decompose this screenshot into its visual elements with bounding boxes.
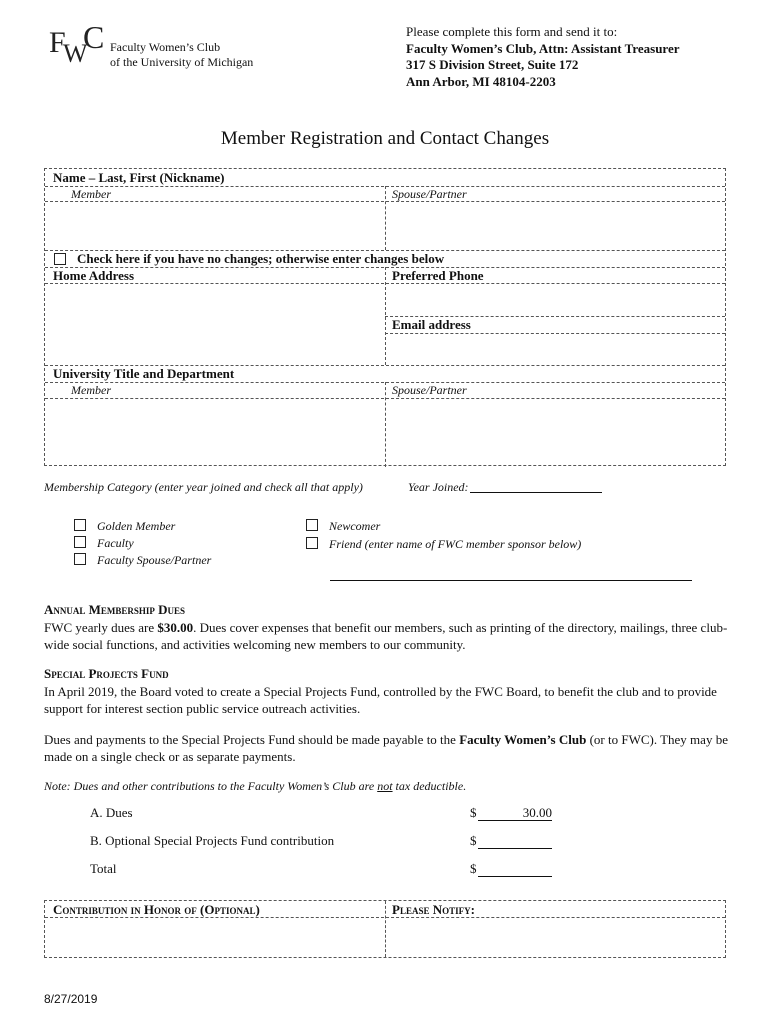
home-address-field[interactable] (49, 285, 383, 363)
dues-currency: $ (470, 805, 477, 820)
spouse-name-field[interactable] (389, 203, 723, 248)
total-amount-field[interactable] (478, 860, 552, 877)
no-changes-label: Check here if you have no changes; otherwise enter changes below (77, 251, 445, 266)
dues-text: FWC yearly dues are $30.00. Dues cover expenses that benefit our members, such as printing of the directory, mailings, three club-wide social functions, and activities welcoming new members to our community. (44, 620, 728, 652)
membership-category-label: Membership Category (enter year joined and check all that apply) (44, 480, 363, 494)
sponsor-name-field[interactable] (330, 566, 692, 581)
spouse-label: Spouse/Partner (392, 187, 467, 201)
payment-text: Dues and payments to the Special Projects Fund should be made payable to the Faculty Women’s Club (or to FWC). They may be made on a single check or as separate payments. (44, 732, 728, 764)
golden-member-label: Golden Member (97, 519, 176, 533)
honor-label: Contribution in Honor of (Optional) (53, 902, 260, 917)
fwc-logo (48, 22, 104, 68)
svg-text:F: F (49, 26, 66, 59)
univ-spouse-field[interactable] (389, 401, 723, 463)
honor-field[interactable] (49, 919, 383, 955)
faculty-label: Faculty (97, 536, 134, 550)
golden-member-checkbox[interactable] (74, 519, 86, 531)
friend-label: Friend (enter name of FWC member sponsor below) (329, 537, 582, 551)
newcomer-checkbox[interactable] (306, 519, 318, 531)
total-currency: $ (470, 861, 477, 876)
dues-amount[interactable]: 30.00 (478, 804, 552, 821)
club-name: Faculty Women’s Club of the University of Michigan (110, 40, 254, 69)
svg-text:W: W (63, 39, 88, 68)
phone-label: Preferred Phone (392, 268, 484, 283)
dues-line-label: A. Dues (90, 805, 133, 820)
year-joined-field[interactable] (470, 478, 602, 493)
email-label: Email address (392, 317, 471, 332)
dues-heading: Annual Membership Dues (44, 602, 186, 617)
honor-notify-table (44, 900, 726, 958)
member-label: Member (71, 187, 111, 201)
special-line-label: B. Optional Special Projects Fund contribution (90, 833, 335, 848)
special-projects-heading: Special Projects Fund (44, 666, 169, 681)
home-address-label: Home Address (53, 268, 135, 283)
special-currency: $ (470, 833, 477, 848)
year-joined-label: Year Joined: (408, 480, 469, 494)
special-amount-field[interactable] (478, 832, 552, 849)
faculty-spouse-label: Faculty Spouse/Partner (97, 553, 212, 567)
total-line-label: Total (90, 861, 117, 876)
univ-member-field[interactable] (49, 401, 383, 463)
faculty-checkbox[interactable] (74, 536, 86, 548)
tax-note: Note: Dues and other contributions to the Faculty Women’s Club are not tax deductible. (44, 779, 467, 793)
send-to-block: Please complete this form and send it to: Faculty Women’s Club, Attn: Assistant Treasurer 317 S Division Street, Suite 172 Ann Arbor, MI 48104-2203 (406, 24, 680, 89)
no-changes-checkbox[interactable] (54, 253, 66, 265)
univ-member-label: Member (71, 383, 111, 397)
friend-checkbox[interactable] (306, 537, 318, 549)
faculty-spouse-checkbox[interactable] (74, 553, 86, 565)
page-title: Member Registration and Contact Changes (220, 128, 550, 149)
newcomer-label: Newcomer (329, 519, 381, 533)
footer-date: 8/27/2019 (44, 992, 98, 1006)
email-field[interactable] (389, 335, 723, 363)
notify-label: Please Notify: (392, 902, 475, 917)
university-label: University Title and Department (53, 366, 235, 381)
svg-text:C: C (83, 22, 104, 55)
univ-spouse-label: Spouse/Partner (392, 383, 467, 397)
phone-field[interactable] (389, 285, 723, 315)
member-name-field[interactable] (49, 203, 383, 248)
notify-field[interactable] (389, 919, 723, 955)
name-label: Name – Last, First (Nickname) (53, 170, 225, 185)
special-projects-text: In April 2019, the Board voted to create a Special Projects Fund, controlled by the FWC Board, to benefit the club and to provide support for interest section public service outreach activities. (44, 684, 717, 716)
contact-form-table (44, 168, 726, 466)
